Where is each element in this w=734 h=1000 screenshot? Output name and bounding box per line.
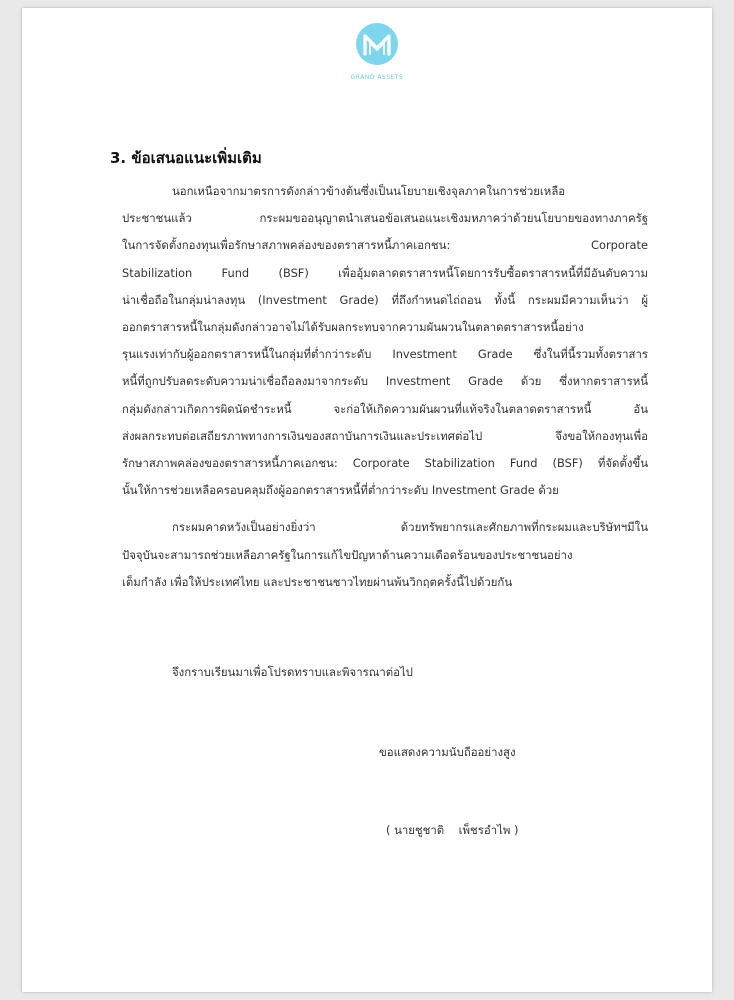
paragraph-line: ในการจัดตั้งกองทุนเพื่อรักษาสภาพคล่องของตราสารหนี้ภาคเอกชน: Corporate [122,238,648,253]
body-text [122,178,648,596]
paragraph-line: ประชาชนแล้ว กระผมขออนุญาตนำเสนอข้อเสนอแนะเชิงมหภาคว่าด้วยนโยบายของทางภาครัฐ [122,211,648,226]
signer-name: ( นายชูชาติ เพ็ชรอำไพ ) [386,823,519,837]
paragraph-line: รุนแรงเท่ากับผู้ออกตราสารหนี้ในกลุ่มที่ต่ำกว่าระดับ Investment Grade ซึ่งในที่นี้รวมทั้งตราสาร [122,347,648,362]
paragraph-line: หนี้ที่ถูกปรับลดระดับความน่าเชื่อถือลงมาจากระดับ Investment Grade ด้วย ซึ่งหากตราสารหนี้ [122,374,648,389]
paragraph-gap [122,504,648,514]
paragraph-line: Stabilization Fund (BSF) เพื่ออุ้มตลาดตราสารหนี้โดยการรับซื้อตราสารหนี้ที่มีอันดับความ [122,265,648,280]
paragraph-line: ปัจจุบันจะสามารถช่วยเหลือภาครัฐในการแก้ไขปัญหาด้านความเดือดร้อนของประชาชนอย่าง [122,547,573,562]
section-heading: 3. ข้อเสนอแนะเพิ่มเติม [110,149,262,167]
paragraph-line: กระผมคาดหวังเป็นอย่างยิ่งว่า ด้วยทรัพยากรและศักยภาพที่กระผมและบริษัทฯมีใน [172,520,648,535]
paragraph-line: เต็มกำลัง เพื่อให้ประเทศไทย และประชาชนชาวไทยผ่านพ้นวิกฤตครั้งนี้ไปด้วยกัน [122,574,513,589]
paragraph-line: กลุ่มดังกล่าวเกิดการผิดนัดชำระหนี้ จะก่อให้เกิดความผันผวนที่แท้จริงในตลาดตราสารหนี้ อัน [122,401,648,416]
regards-line: ขอแสดงความนับถืออย่างสูง [379,745,516,759]
paragraph-line: รักษาสภาพคล่องของตราสารหนี้ภาคเอกชน: Corporate Stabilization Fund (BSF) ที่จัดตั้งขึ้น [122,456,648,471]
paragraph-line: ออกตราสารหนี้ในกลุ่มดังกล่าวอาจไม่ได้รับผลกระทบจากความผันผวนในตลาดตราสารหนี้อย่าง [122,320,584,335]
logo-caption: GRAND ASSETS [350,74,404,81]
company-logo-icon [356,23,398,65]
paragraph-line: นั้นให้การช่วยเหลือครอบคลุมถึงผู้ออกตราสารหนี้ที่ต่ำกว่าระดับ Investment Grade ด้วย [122,483,559,498]
document-page [22,8,712,992]
closing-line: จึงกราบเรียนมาเพื่อโปรดทราบและพิจารณาต่อไป [172,665,413,679]
paragraph-line: ส่งผลกระทบต่อเสถียรภาพทางการเงินของสถาบันการเงินและประเทศต่อไป จึงขอให้กองทุนเพื่อ [122,428,648,443]
paragraph-line: น่าเชื่อถือในกลุ่มน่าลงทุน (Investment Grade) ที่ถึงกำหนดไถ่ถอน ทั้งนี้ กระผมมีความเห็นว่า ผู้ [122,292,648,307]
paragraph-line: นอกเหนือจากมาตรการดังกล่าวข้างต้นซึ่งเป็นนโยบายเชิงจุลภาคในการช่วยเหลือ [172,184,566,198]
